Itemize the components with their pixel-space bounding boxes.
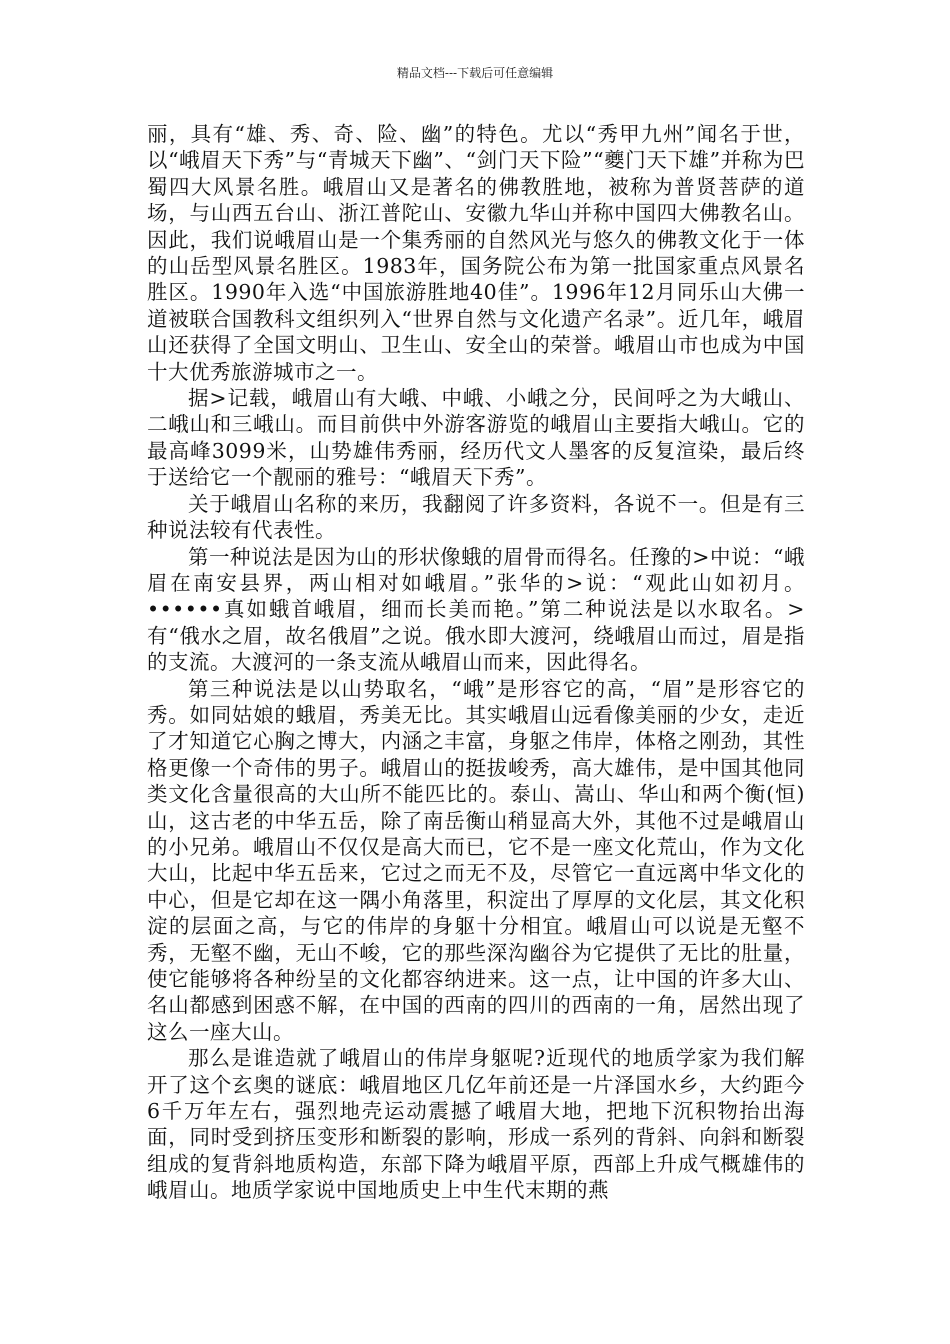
paragraph: 第三种说法是以山势取名，“峨”是形容它的高，“眉”是形容它的秀。如同姑娘的蛾眉，秀美无比。其实峨眉山远看像美丽的少女，走近了才知道它心胸之博大，内涵之丰富，身躯之伟岸，体格之刚劲，其性格更像一个奇伟的男子。峨眉山的挺拔峻秀，高大雄伟，是中国其他同类文化含量很高的大山所不能匹比的。泰山、嵩山、华山和两个衡(恒)山，这古老的中华五岳，除了南岳衡山稍显高大外，其他不过是峨眉山的小兄弟。峨眉山不仅仅是高大而已，它不是一座文化荒山，作为文化大山，比起中华五岳来，它过之而无不及，尽管它一直远离中华文化的中心，但是它却在这一隅小角落里，积淀出了厚厚的文化层，其文化积淀的层面之高，与它的伟岸的身躯十分相宜。峨眉山可以说是无壑不秀，无壑不幽，无山不峻，它的那些深沟幽谷为它提供了无比的肚量，使它能够将各种纷呈的文化都容纳进来。这一点，让中国的许多大山、名山都感到困惑不解，在中国的西南的四川的西南的一角，居然出现了这么一座大山。	[147, 676, 805, 1044]
paragraph: 第一种说法是因为山的形状像蛾的眉骨而得名。任豫的>中说：“峨眉在南安县界，两山相对如峨眉。”张华的>说：“观此山如初月。••••••真如蛾首峨眉，细而长美而艳。”第二种说法是以水取名。>有“俄水之眉，故名俄眉”之说。俄水即大渡河，绕峨眉山而过，眉是指的支流。大渡河的一条支流从峨眉山而来，因此得名。	[147, 544, 805, 675]
document-body	[147, 121, 805, 1204]
paragraph: 那么是谁造就了峨眉山的伟岸身躯呢?近现代的地质学家为我们解开了这个玄奥的谜底：峨眉地区几亿年前还是一片泽国水乡，大约距今6千万年左右，强烈地壳运动震撼了峨眉大地，把地下沉积物抬出海面，同时受到挤压变形和断裂的影响，形成一系列的背斜、向斜和断裂组成的复背斜地质构造，东部下降为峨眉平原，西部上升成气概雄伟的峨眉山。地质学家说中国地质史上中生代末期的燕	[147, 1046, 805, 1203]
paragraph: 据>记载，峨眉山有大峨、中峨、小峨之分，民间呼之为大峨山、二峨山和三峨山。而目前供中外游客游览的峨眉山主要指大峨山。它的最高峰3099米，山势雄伟秀丽，经历代文人墨客的反复渲染，最后终于送给它一个靓丽的雅号：“峨眉天下秀”。	[147, 386, 805, 490]
paragraph: 丽，具有“雄、秀、奇、险、幽”的特色。尤以“秀甲九州”闻名于世，以“峨眉天下秀”与“青城天下幽”、“剑门天下险”“夔门天下雄”并称为巴蜀四大风景名胜。峨眉山又是著名的佛教胜地，被称为普贤菩萨的道场，与山西五台山、浙江普陀山、安徽九华山并称中国四大佛教名山。因此，我们说峨眉山是一个集秀丽的自然风光与悠久的佛教文化于一体的山岳型风景名胜区。1983年，国务院公布为第一批国家重点风景名胜区。1990年入选“中国旅游胜地40佳”。1996年12月同乐山大佛一道被联合国教科文组织列入“世界自然与文化遗产名录”。近几年，峨眉山还获得了全国文明山、卫生山、安全山的荣誉。峨眉山市也成为中国十大优秀旅游城市之一。	[147, 122, 805, 384]
paragraph: 关于峨眉山名称的来历，我翻阅了许多资料，各说不一。但是有三种说法较有代表性。	[147, 491, 805, 543]
page-header: 精品文档---下载后可任意编辑	[396, 66, 554, 80]
